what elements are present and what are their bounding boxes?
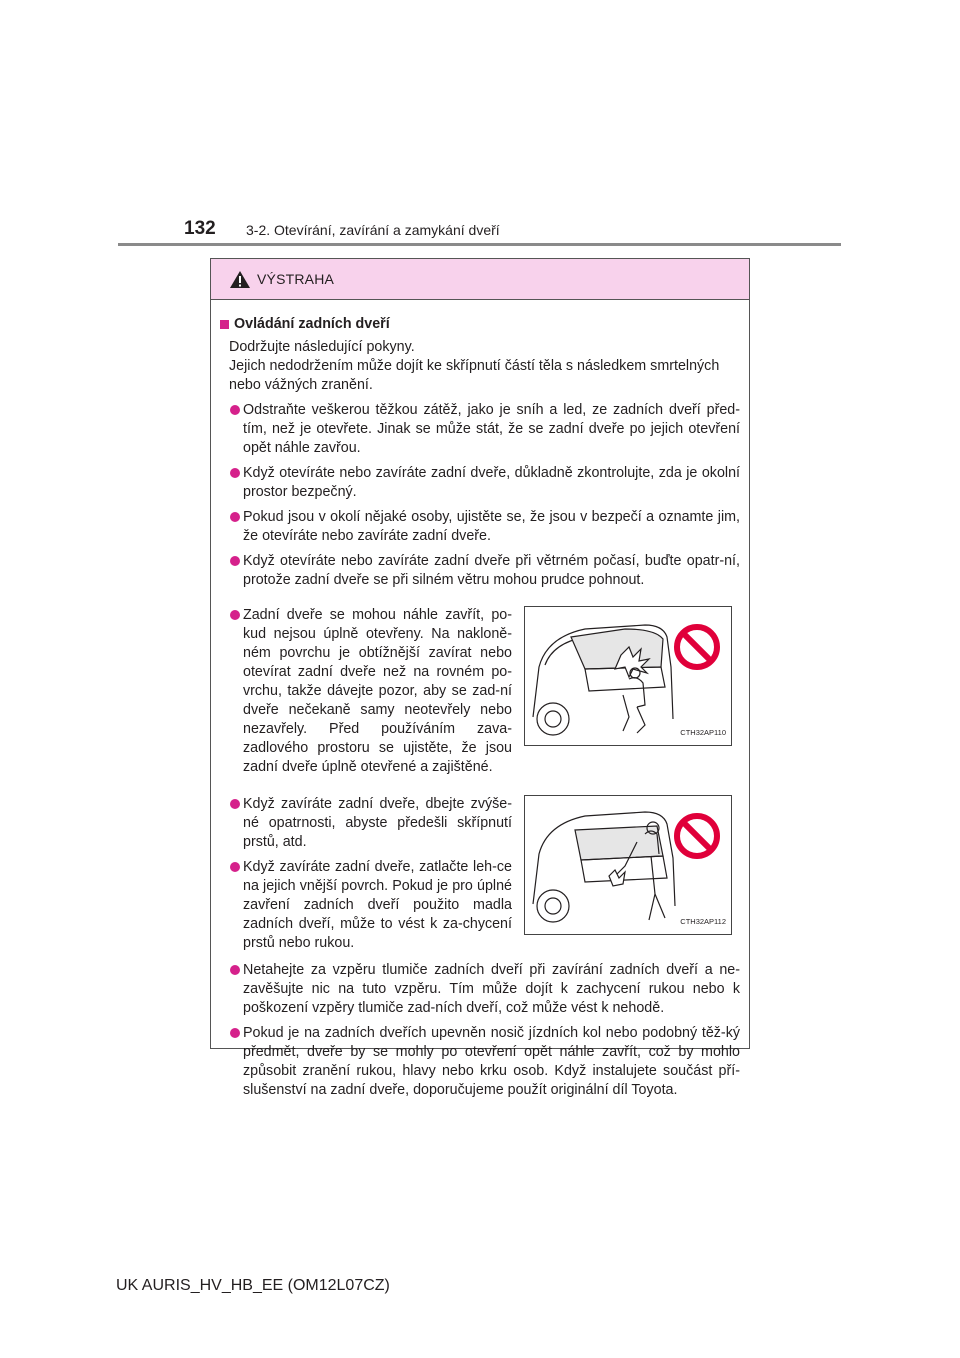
prohibition-icon [677, 816, 717, 856]
bullet-item [220, 401, 740, 458]
warning-content [220, 301, 740, 1100]
bullet-dot-icon [230, 512, 240, 522]
page-number: 132 [184, 218, 216, 239]
bullet-text: Odstraňte veškerou těžkou zátěž, jako je sníh a led, ze zadních dveří před-tím, než je otevřete. Jinak se může stát, že se zadní dveře po jejich otevření opět náhle zavřou. [243, 402, 740, 456]
subheading-text: Ovládání zadních dveří [234, 316, 390, 332]
bullet-item [220, 606, 512, 777]
bullet-dot-icon [230, 965, 240, 975]
bullet-text: Zadní dveře se mohou náhle zavřít, po-kud nejsou úplně otevřeny. Na nakloně-ném povrchu je obtížnější zavírat nebo otevírat zadní dveře než na rovném po-vrchu, takže dávejte pozor, aby se zad-ní dveře nečekaně samy neotevřely nebo nezavřely. Před používáním zava-zadlového prostoru se ujistěte, že jsou zadní dveře úplně otevřené a zajištěné. [243, 607, 512, 775]
bullet-item [220, 795, 512, 852]
warning-triangle-icon [229, 270, 251, 289]
bullet-dot-icon [230, 610, 240, 620]
bullet-text: Když zavíráte zadní dveře, dbejte zvýše-né opatrnosti, abyste předešli skřípnutí prstů, atd. [243, 796, 512, 850]
bullet-text: Pokud jsou v okolí nějaké osoby, ujistěte se, že jsou v bezpečí a oznamte jim, že otevíráte nebo zavíráte zadní dveře. [243, 509, 740, 544]
bullet-dot-icon [230, 468, 240, 478]
subheading [220, 315, 740, 334]
footer-model-code: UK AURIS_HV_HB_EE (OM12L07CZ) [116, 1277, 390, 1294]
header-divider [118, 243, 841, 246]
bullet-text: Když zavíráte zadní dveře, zatlačte leh-ce na jejich vnější povrch. Pokud je pro úplné zavření zadních dveří použito madla zadních dveří, může to vést k za-chycení prstů nebo rukou. [243, 859, 512, 951]
bullet-text: Když otevíráte nebo zavíráte zadní dveře při větrném počasí, buďte opatr-ní, protože zadní dveře se při silném větru mohou prudce pohnout. [243, 553, 740, 588]
square-bullet-icon [220, 320, 229, 329]
bullet-text: Pokud je na zadních dveřích upevněn nosič jízdních kol nebo podobný těž-ký předmět, dveře by se mohly po otevření opět náhle zavřít, což by mohlo způsobit zranění rukou, hlavy nebo krku osob. Když instalujete součást pří-slušenství na zadní dveře, doporučujeme použít originální díl Toyota. [243, 1025, 740, 1098]
bullet-item [220, 858, 512, 953]
bullet-dot-icon [230, 799, 240, 809]
bullet-text: Když otevíráte nebo zavíráte zadní dveře, důkladně zkontrolujte, zda je okolní prostor bezpečný. [243, 465, 740, 500]
figure-code: CTH32AP112 [680, 917, 726, 926]
intro-line-2: Jejich nedodržením může dojít ke skřípnutí částí těla s následkem smrtelných nebo vážných zranění. [229, 358, 720, 393]
bullet-item [220, 464, 740, 502]
prohibition-icon [677, 627, 717, 667]
illustration-open-tailgate [524, 606, 732, 746]
illustration-closing-tailgate [524, 795, 732, 935]
bullet-dot-icon [230, 1028, 240, 1038]
warning-box [210, 258, 750, 1098]
bullet-item [220, 508, 740, 546]
intro-line-1: Dodržujte následující pokyny. [229, 339, 415, 355]
figure-row-1-text [220, 606, 524, 783]
figure-row-2-text [220, 795, 524, 959]
bullet-item [220, 1024, 740, 1100]
bullet-dot-icon [230, 405, 240, 415]
warning-header [211, 259, 749, 300]
bullet-item [220, 552, 740, 590]
bullet-dot-icon [230, 556, 240, 566]
bullet-item [220, 961, 740, 1018]
bullet-dot-icon [230, 862, 240, 872]
warning-label: VÝSTRAHA [257, 271, 335, 287]
figure-code: CTH32AP110 [680, 728, 726, 737]
figure-row-2 [220, 795, 740, 959]
bullet-text: Netahejte za vzpěru tlumiče zadních dveří při zavírání zadních dveří a ne-zavěšujte nic na tuto vzpěru. Tím může dojít k zachycení rukou nebo k poškození vzpěry tlumiče zad-ních dveří, což může vést k nehodě. [243, 962, 740, 1016]
section-title: 3-2. Otevírání, zavírání a zamykání dveří [246, 222, 500, 238]
figure-row-1 [220, 606, 740, 783]
